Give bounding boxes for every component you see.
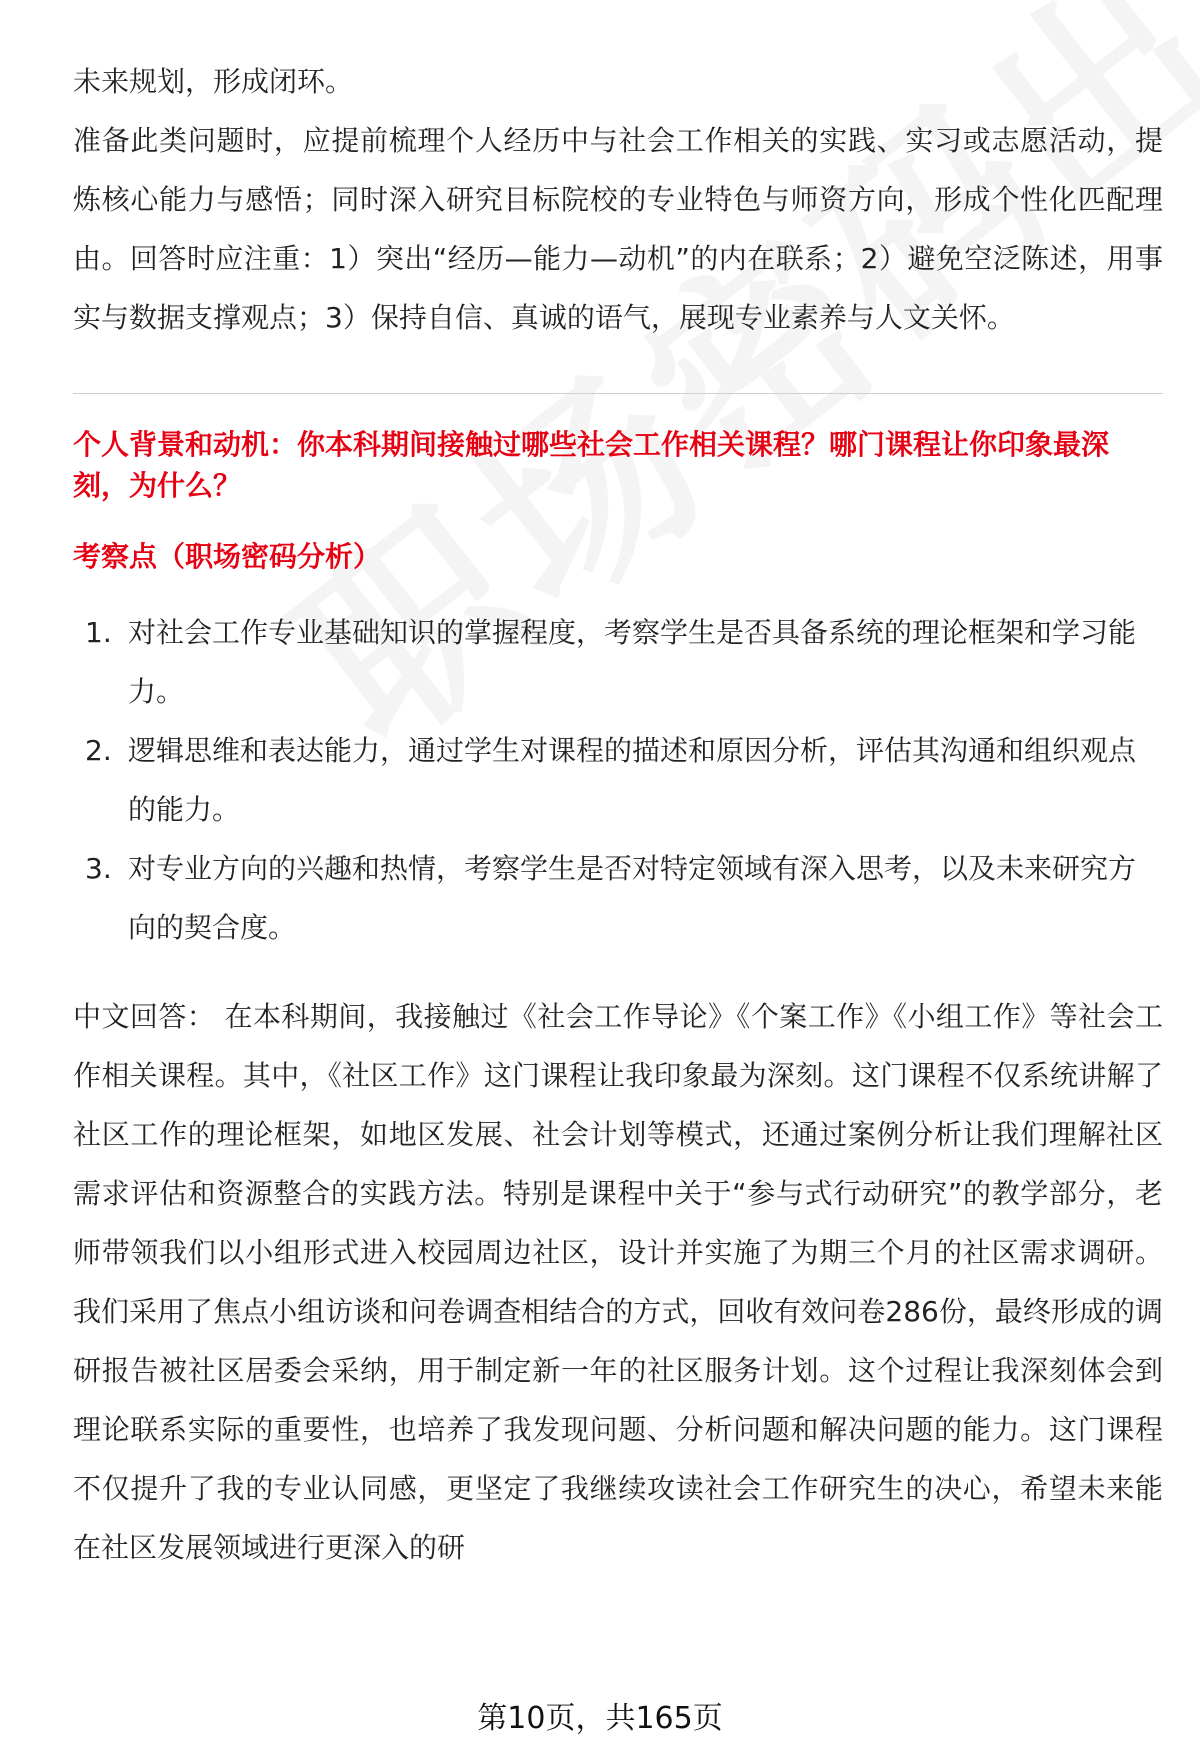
intro-closing-line: 未来规划，形成闭环。: [73, 65, 354, 98]
list-item-text: 对专业方向的兴趣和热情，考察学生是否对特定领域有深入思考，以及未来研究方向的契合度。: [128, 852, 1137, 944]
list-item-text: 逻辑思维和表达能力，通过学生对课程的描述和原因分析，评估其沟通和组织观点的能力。: [128, 734, 1137, 826]
list-item-number: 1.: [85, 616, 112, 649]
list-item: [73, 603, 1163, 721]
page-number-footer: 第10页，共165页: [477, 1701, 723, 1736]
document-page: [73, 52, 1163, 1577]
assessment-points-list: [73, 603, 1163, 957]
list-item-number: 3.: [85, 852, 112, 885]
intro-paragraph: 准备此类问题时，应提前梳理个人经历中与社会工作相关的实践、实习或志愿活动，提炼核心能力与感悟；同时深入研究目标院校的专业特色与师资方向，形成个性化匹配理由。回答时应注重：1）突出“经历—能力—动机”的内在联系；2）避免空泛陈述，用事实与数据支撑观点；3）保持自信、真诚的语气，展现专业素养与人文关怀。: [73, 124, 1163, 334]
list-item-number: 2.: [85, 734, 112, 767]
list-item-text: 对社会工作专业基础知识的掌握程度，考察学生是否具备系统的理论框架和学习能力。: [128, 616, 1137, 708]
list-item: [73, 839, 1163, 957]
list-item: [73, 721, 1163, 839]
chinese-answer-paragraph: 中文回答： 在本科期间，我接触过《社会工作导论》《个案工作》《小组工作》等社会工作相关课程。其中，《社区工作》这门课程让我印象最为深刻。这门课程不仅系统讲解了社区工作的理论框架，如地区发展、社会计划等模式，还通过案例分析让我们理解社区需求评估和资源整合的实践方法。特别是课程中关于“参与式行动研究”的教学部分，老师带领我们以小组形式进入校园周边社区，设计并实施了为期三个月的社区需求调研。我们采用了焦点小组访谈和问卷调查相结合的方式，回收有效问卷286份，最终形成的调研报告被社区居委会采纳，用于制定新一年的社区服务计划。这个过程让我深刻体会到理论联系实际的重要性，也培养了我发现问题、分析问题和解决问题的能力。这门课程不仅提升了我的专业认同感，更坚定了我继续攻读社会工作研究生的决心，希望未来能在社区发展领域进行更深入的研: [73, 1000, 1163, 1564]
question-heading: 个人背景和动机：你本科期间接触过哪些社会工作相关课程？哪门课程让你印象最深刻，为什么？: [73, 428, 1110, 502]
assessment-points-heading: 考察点（职场密码分析）: [73, 540, 382, 573]
section-divider: [73, 393, 1163, 394]
